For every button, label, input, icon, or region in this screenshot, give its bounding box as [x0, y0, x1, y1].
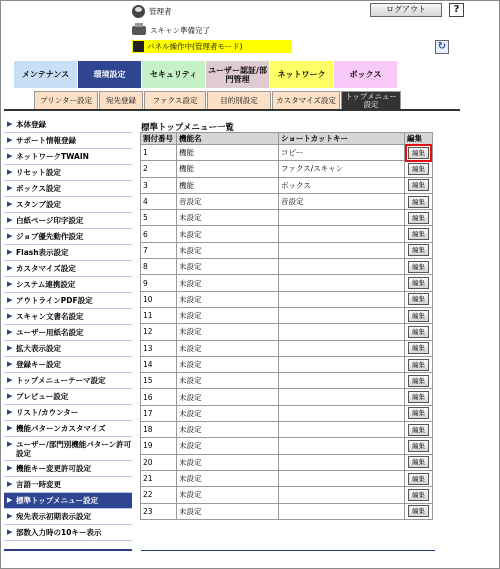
arrow-right-icon: ▶ — [7, 528, 13, 536]
sidebar-item-21[interactable] — [4, 437, 132, 461]
cell-function: 未設定 — [177, 210, 279, 226]
arrow-right-icon: ▶ — [7, 344, 13, 352]
cell-number: 6 — [141, 226, 177, 242]
sidebar-item-label: リスト/カウンター — [16, 408, 79, 417]
sidebar-item-label: ユーザー用紙名設定 — [16, 328, 84, 337]
sidebar-item-16[interactable] — [4, 357, 132, 373]
sidebar-item-label: 機能キー変更許可設定 — [16, 464, 91, 473]
arrow-right-icon: ▶ — [7, 120, 13, 128]
sidebar-item-3[interactable] — [4, 149, 132, 165]
cell-function: 未設定 — [177, 259, 279, 275]
arrow-right-icon: ▶ — [7, 248, 13, 256]
cell-function: 未設定 — [177, 307, 279, 323]
cell-edit — [405, 438, 433, 454]
cell-number: 13 — [141, 340, 177, 356]
cell-shortcut — [279, 373, 405, 389]
arrow-right-icon: ▶ — [7, 280, 13, 288]
cell-number: 8 — [141, 259, 177, 275]
sidebar-item-label: ネットワークTWAIN — [16, 152, 89, 161]
table-row — [141, 324, 433, 340]
cell-shortcut: ボックス — [279, 177, 405, 193]
cell-number: 17 — [141, 405, 177, 421]
sidebar-item-13[interactable] — [4, 309, 132, 325]
arrow-right-icon: ▶ — [7, 480, 13, 488]
edit-button[interactable]: 編集 — [408, 505, 429, 517]
sidebar-item-label: 登録キー設定 — [16, 360, 61, 369]
sidebar-item-4[interactable] — [4, 165, 132, 181]
cell-edit — [405, 226, 433, 242]
cell-function: 機能 — [177, 161, 279, 177]
cell-edit — [405, 487, 433, 503]
main-tab-3[interactable]: セキュリティ — [142, 61, 206, 88]
cell-number: 1 — [141, 145, 177, 161]
sidebar-item-2[interactable] — [4, 133, 132, 149]
cell-number: 3 — [141, 177, 177, 193]
edit-button[interactable]: 編集 — [408, 277, 429, 289]
sub-tab-1[interactable]: プリンター設定 — [34, 91, 98, 109]
cell-edit — [405, 389, 433, 405]
sidebar-item-1[interactable] — [4, 117, 132, 133]
edit-button[interactable]: 編集 — [408, 456, 429, 468]
cell-function: 未設定 — [177, 226, 279, 242]
cell-number: 23 — [141, 503, 177, 519]
sidebar-item-6[interactable] — [4, 197, 132, 213]
cell-shortcut — [279, 422, 405, 438]
sidebar-item-label: 本体登録 — [16, 120, 46, 129]
col-header-edit: 編集 — [405, 133, 433, 145]
edit-button[interactable]: 編集 — [408, 196, 429, 208]
arrow-right-icon: ▶ — [7, 136, 13, 144]
cell-function: 未設定 — [177, 422, 279, 438]
cell-shortcut: コピー — [279, 145, 405, 161]
main-tab-2[interactable]: 環境設定 — [78, 61, 142, 88]
cell-edit — [405, 340, 433, 356]
cell-shortcut — [279, 503, 405, 519]
arrow-right-icon: ▶ — [7, 424, 13, 432]
cell-edit — [405, 145, 433, 161]
main-tab-5[interactable]: ネットワーク — [270, 61, 334, 88]
table-row — [141, 487, 433, 503]
cell-shortcut — [279, 340, 405, 356]
table-row — [141, 503, 433, 519]
cell-function: 機能 — [177, 145, 279, 161]
sidebar-item-5[interactable] — [4, 181, 132, 197]
cell-shortcut — [279, 226, 405, 242]
panel-status — [132, 40, 292, 53]
cell-shortcut — [279, 438, 405, 454]
cell-edit — [405, 405, 433, 421]
cell-edit — [405, 470, 433, 486]
cell-shortcut — [279, 405, 405, 421]
arrow-right-icon: ▶ — [7, 216, 13, 224]
top-menu-table — [140, 132, 433, 520]
table-row — [141, 259, 433, 275]
main-tabs — [14, 61, 398, 88]
cell-edit — [405, 503, 433, 519]
cell-function: 未設定 — [177, 389, 279, 405]
arrow-right-icon: ▶ — [7, 296, 13, 304]
table-row — [141, 193, 433, 209]
cell-edit — [405, 291, 433, 307]
page-title: 標準トップメニュー一覧 — [141, 123, 234, 133]
cell-edit — [405, 161, 433, 177]
sub-tab-4[interactable]: 目的別設定 — [207, 91, 271, 109]
sidebar-item-label: トップメニューテーマ設定 — [16, 376, 106, 385]
cell-shortcut — [279, 275, 405, 291]
cell-function: 未設定 — [177, 487, 279, 503]
cell-function: 未設定 — [177, 454, 279, 470]
sub-tab-6[interactable]: トップメニュー 設定 — [341, 91, 401, 109]
sidebar-item-label: ジョブ優先動作設定 — [16, 232, 84, 241]
edit-button[interactable]: 編集 — [408, 326, 429, 338]
cell-number: 21 — [141, 470, 177, 486]
sidebar-menu — [4, 117, 132, 541]
edit-button[interactable]: 編集 — [408, 244, 429, 256]
sidebar-item-label: Flash表示設定 — [16, 248, 69, 257]
sidebar-item-label: カスタマイズ設定 — [16, 264, 76, 273]
sidebar-item-19[interactable] — [4, 405, 132, 421]
table-row — [141, 356, 433, 372]
table-row — [141, 340, 433, 356]
cell-edit — [405, 307, 433, 323]
edit-button[interactable]: 編集 — [408, 342, 429, 354]
sidebar-item-label: 標準トップメニュー設定 — [16, 496, 98, 505]
panel-icon — [133, 41, 144, 52]
cell-edit — [405, 275, 433, 291]
main-tab-6[interactable]: ボックス — [334, 61, 398, 88]
sidebar-item-label: 拡大表示設定 — [16, 344, 61, 353]
sidebar-item-label: 機能パターンカスタマイズ — [16, 424, 106, 433]
content-bottom-rule — [141, 550, 435, 551]
cell-edit — [405, 177, 433, 193]
cell-edit — [405, 242, 433, 258]
cell-shortcut — [279, 454, 405, 470]
arrow-right-icon: ▶ — [7, 152, 13, 160]
cell-edit — [405, 454, 433, 470]
sidebar-item-20[interactable] — [4, 421, 132, 437]
cell-number: 15 — [141, 373, 177, 389]
sub-tab-2[interactable]: 宛先登録 — [99, 91, 143, 109]
edit-button[interactable]: 編集 — [408, 163, 429, 175]
printer-icon — [132, 26, 146, 35]
sidebar-item-label: ボックス設定 — [16, 184, 61, 193]
sidebar-item-label: スタンプ設定 — [16, 200, 61, 209]
sidebar-item-9[interactable] — [4, 245, 132, 261]
arrow-right-icon: ▶ — [7, 376, 13, 384]
cell-number: 10 — [141, 291, 177, 307]
arrow-right-icon: ▶ — [7, 232, 13, 240]
col-header-no: 割付番号 — [141, 133, 177, 145]
refresh-icon[interactable]: ↻ — [435, 40, 449, 54]
edit-button[interactable]: 編集 — [408, 489, 429, 501]
sidebar-item-label: システム連携設定 — [16, 280, 76, 289]
edit-button[interactable]: 編集 — [408, 179, 429, 191]
cell-number: 11 — [141, 307, 177, 323]
table-row — [141, 177, 433, 193]
cell-shortcut — [279, 324, 405, 340]
help-button[interactable]: ? — [449, 3, 464, 17]
sidebar-item-11[interactable] — [4, 277, 132, 293]
sidebar-bottom-rule — [4, 549, 132, 551]
sidebar-item-25[interactable] — [4, 509, 132, 525]
cell-edit — [405, 259, 433, 275]
table-row — [141, 210, 433, 226]
cell-number: 4 — [141, 193, 177, 209]
cell-function: 未設定 — [177, 291, 279, 307]
sub-tab-3[interactable]: ファクス設定 — [144, 91, 206, 109]
cell-number: 16 — [141, 389, 177, 405]
main-tab-4[interactable]: ユーザー認証/部 門管理 — [206, 61, 270, 88]
cell-function: 未設定 — [177, 324, 279, 340]
col-header-shortcut: ショートカットキー — [279, 133, 405, 145]
table-row — [141, 405, 433, 421]
table-row — [141, 242, 433, 258]
cell-number: 14 — [141, 356, 177, 372]
table-row — [141, 389, 433, 405]
cell-function: 未設定 — [177, 438, 279, 454]
cell-number: 19 — [141, 438, 177, 454]
edit-button[interactable]: 編集 — [408, 212, 429, 224]
sidebar-item-label: 宛先表示初期表示設定 — [16, 512, 91, 521]
sidebar-item-label: アウトラインPDF設定 — [16, 296, 93, 305]
sidebar-item-8[interactable] — [4, 229, 132, 245]
sidebar-item-12[interactable] — [4, 293, 132, 309]
arrow-right-icon: ▶ — [7, 464, 13, 472]
sidebar-item-label: 部数入力時の10キー表示 — [16, 528, 102, 537]
cell-function: 未設定 — [177, 275, 279, 291]
cell-edit — [405, 373, 433, 389]
sidebar-item-14[interactable] — [4, 325, 132, 341]
arrow-right-icon: ▶ — [7, 328, 13, 336]
cell-shortcut — [279, 291, 405, 307]
sidebar-item-24[interactable] — [4, 493, 132, 509]
cell-edit — [405, 324, 433, 340]
cell-shortcut: ファクス/スキャン — [279, 161, 405, 177]
cell-edit — [405, 193, 433, 209]
arrow-right-icon: ▶ — [7, 200, 13, 208]
cell-number: 12 — [141, 324, 177, 340]
edit-button[interactable]: 編集 — [408, 293, 429, 305]
device-status — [132, 24, 210, 36]
cell-number: 22 — [141, 487, 177, 503]
arrow-right-icon: ▶ — [7, 408, 13, 416]
table-row — [141, 307, 433, 323]
cell-shortcut: 音設定 — [279, 193, 405, 209]
cell-function: 未設定 — [177, 356, 279, 372]
edit-button[interactable]: 編集 — [408, 473, 429, 485]
table-row — [141, 438, 433, 454]
cell-function: 機能 — [177, 177, 279, 193]
sidebar-item-label: プレビュー設定 — [16, 392, 69, 401]
user-name: 管理者 — [149, 6, 172, 16]
table-row — [141, 373, 433, 389]
sidebar-item-22[interactable] — [4, 461, 132, 477]
tabs-divider — [4, 109, 460, 111]
sidebar-item-label: ユーザー/部門別機能パターン許可設定 — [16, 440, 132, 458]
cell-number: 2 — [141, 161, 177, 177]
sidebar-item-label: スキャン文書名設定 — [16, 312, 84, 321]
logout-button[interactable]: ログアウト — [370, 3, 442, 17]
main-tab-1[interactable]: メンテナンス — [14, 61, 78, 88]
cell-shortcut — [279, 210, 405, 226]
sidebar-item-18[interactable] — [4, 389, 132, 405]
table-row — [141, 275, 433, 291]
edit-button[interactable]: 編集 — [408, 261, 429, 273]
user-indicator — [132, 4, 172, 18]
sub-tabs — [34, 91, 402, 109]
arrow-right-icon: ▶ — [7, 312, 13, 320]
cell-function: 未設定 — [177, 373, 279, 389]
cell-function: 未設定 — [177, 405, 279, 421]
cell-shortcut — [279, 487, 405, 503]
table-row — [141, 291, 433, 307]
arrow-right-icon: ▶ — [7, 360, 13, 368]
cell-shortcut — [279, 242, 405, 258]
cell-shortcut — [279, 470, 405, 486]
edit-button[interactable]: 編集 — [408, 228, 429, 240]
table-row — [141, 422, 433, 438]
sidebar-item-label: 白紙ページ印字設定 — [16, 216, 84, 225]
arrow-right-icon: ▶ — [7, 184, 13, 192]
cell-function: 未設定 — [177, 470, 279, 486]
sidebar-item-label: 言語一時変更 — [16, 480, 61, 489]
table-row — [141, 145, 433, 161]
sidebar-item-26[interactable] — [4, 525, 132, 541]
cell-edit — [405, 356, 433, 372]
cell-number: 5 — [141, 210, 177, 226]
col-header-function: 機能名 — [177, 133, 279, 145]
cell-function: 未設定 — [177, 503, 279, 519]
sidebar-item-15[interactable] — [4, 341, 132, 357]
arrow-right-icon: ▶ — [7, 264, 13, 272]
cell-function: 未設定 — [177, 242, 279, 258]
table-row — [141, 226, 433, 242]
sidebar-item-23[interactable] — [4, 477, 132, 493]
cell-shortcut — [279, 259, 405, 275]
edit-button[interactable]: 編集 — [408, 359, 429, 371]
edit-button[interactable]: 編集 — [408, 440, 429, 452]
cell-shortcut — [279, 389, 405, 405]
arrow-right-icon: ▶ — [7, 392, 13, 400]
cell-edit — [405, 210, 433, 226]
edit-button[interactable]: 編集 — [408, 407, 429, 419]
sidebar-item-label: サポート情報登録 — [16, 136, 76, 145]
user-icon — [132, 5, 145, 18]
edit-button[interactable]: 編集 — [408, 391, 429, 403]
edit-button[interactable]: 編集 — [408, 375, 429, 387]
edit-button[interactable]: 編集 — [408, 424, 429, 436]
cell-number: 9 — [141, 275, 177, 291]
panel-status-text: パネル操作中(管理者モード) — [147, 42, 243, 51]
edit-button[interactable]: 編集 — [408, 310, 429, 322]
table-header-row — [141, 133, 433, 145]
cell-function: 未設定 — [177, 340, 279, 356]
cell-number: 18 — [141, 422, 177, 438]
table-row — [141, 454, 433, 470]
sub-tab-5[interactable]: カスタマイズ設定 — [272, 91, 340, 109]
sidebar-item-label: リセット設定 — [16, 168, 61, 177]
arrow-right-icon: ▶ — [7, 496, 13, 504]
cell-edit — [405, 422, 433, 438]
arrow-right-icon: ▶ — [7, 440, 13, 448]
edit-button[interactable]: 編集 — [408, 147, 429, 159]
table-row — [141, 161, 433, 177]
arrow-right-icon: ▶ — [7, 168, 13, 176]
table-row — [141, 470, 433, 486]
sidebar-item-7[interactable] — [4, 213, 132, 229]
cell-function: 音設定 — [177, 193, 279, 209]
arrow-right-icon: ▶ — [7, 512, 13, 520]
cell-shortcut — [279, 307, 405, 323]
cell-number: 7 — [141, 242, 177, 258]
cell-number: 20 — [141, 454, 177, 470]
sidebar-item-10[interactable] — [4, 261, 132, 277]
device-status-text: スキャン準備完了 — [150, 25, 210, 35]
sidebar-item-17[interactable] — [4, 373, 132, 389]
cell-shortcut — [279, 356, 405, 372]
